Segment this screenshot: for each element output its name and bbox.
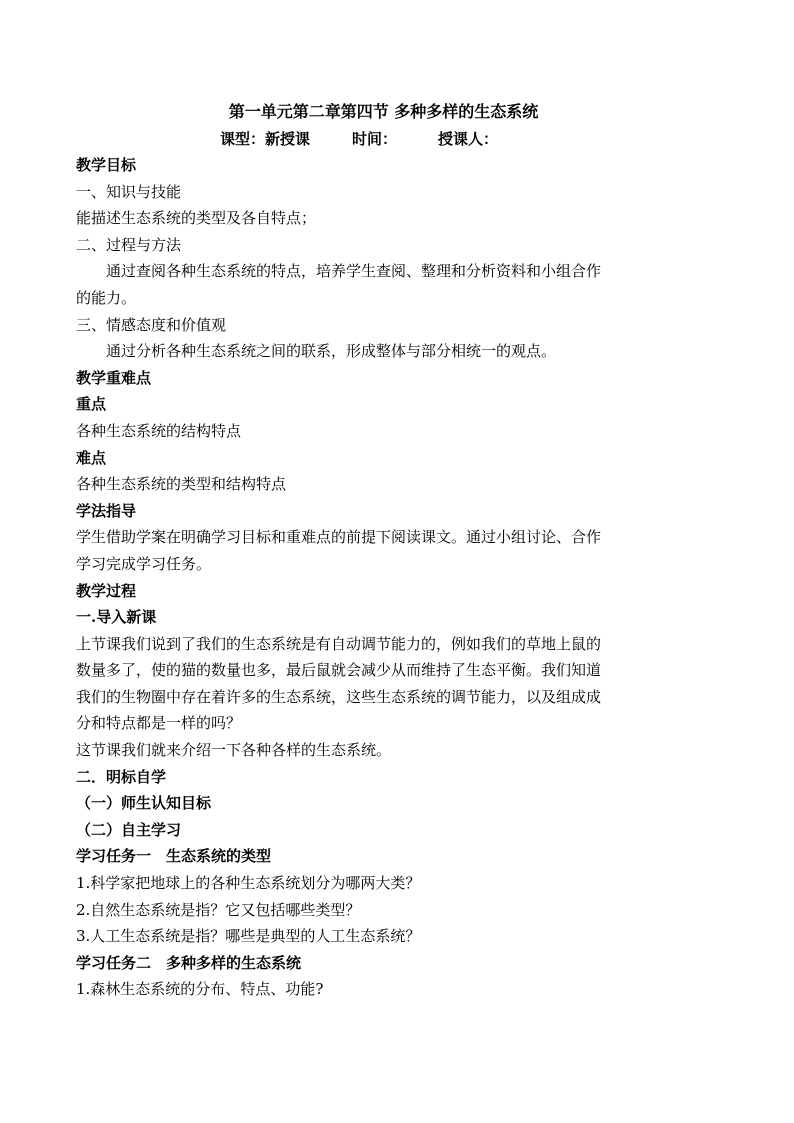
- lesson-meta: [76, 126, 676, 152]
- method-heading: 学法指导: [76, 501, 137, 520]
- task1-question-1: 1.科学家把地球上的各种生态系统划分为哪两大类？: [76, 874, 421, 893]
- method-paragraph: [76, 524, 676, 577]
- self-study-heading: 二．明标自学: [76, 767, 167, 786]
- task1-question-2: 2.自然生态系统是指？它又包括哪些类型？: [76, 900, 361, 919]
- task2-question-1: 1.森林生态系统的分布、特点、功能?: [76, 980, 324, 999]
- intro-text-line-4: 分和特点都是一样的吗？: [76, 714, 242, 733]
- process-main-heading: 教学过程: [76, 581, 137, 600]
- process-text-line-1: 通过查阅各种生态系统的特点，培养学生查阅、整理和分析资料和小组合作: [106, 262, 602, 281]
- key-difficult-heading: 教学重难点: [76, 368, 152, 387]
- knowledge-text: 能描述生态系统的类型及各自特点；: [76, 209, 317, 228]
- task1-question-3: 3.人工生态系统是指？哪些是典型的人工生态系统？: [76, 927, 421, 946]
- process-paragraph: [76, 258, 676, 311]
- intro-heading: 一.导入新课: [76, 608, 157, 627]
- attitude-heading: 三、情感态度和价值观: [76, 315, 227, 334]
- method-text-line-2: 学习完成学习任务。: [76, 554, 212, 573]
- process-heading: 二、过程与方法: [76, 235, 182, 254]
- objectives-heading: 教学目标: [76, 156, 137, 174]
- key-text: 各种生态系统的结构特点: [76, 421, 242, 440]
- intro-text-line-2: 数量多了，使的猫的数量也多，最后鼠就会减少从而维持了生态平衡。我们知道: [76, 661, 602, 680]
- task2-heading: 学习任务二 多种多样的生态系统: [76, 953, 302, 972]
- task1-heading: 学习任务一 生态系统的类型: [76, 847, 272, 866]
- lesson-teacher: 授课人：: [438, 130, 499, 148]
- sub1-heading: （一）师生认知目标: [76, 794, 212, 813]
- knowledge-heading: 一、知识与技能: [76, 182, 182, 201]
- intro-paragraph: [76, 631, 676, 764]
- intro-text-line-3: 我们的生物圈中存在着许多的生态系统，这些生态系统的调节能力，以及组成成: [76, 687, 602, 706]
- intro-text-line-5: 这节课我们就来介绍一下各种各样的生态系统。: [76, 741, 392, 760]
- lesson-type: 课型：新授课: [220, 130, 311, 148]
- method-text-line-1: 学生借助学案在明确学习目标和重难点的前提下阅读课文。通过小组讨论、合作: [76, 528, 602, 547]
- intro-text-line-1: 上节课我们说到了我们的生态系统是有自动调节能力的，例如我们的草地上鼠的: [76, 634, 602, 653]
- document-content: [76, 98, 676, 1003]
- difficult-text: 各种生态系统的类型和结构特点: [76, 475, 287, 494]
- key-heading: 重点: [76, 395, 107, 414]
- attitude-text: 通过分析各种生态系统之间的联系，形成整体与部分相统一的观点。: [106, 342, 557, 361]
- sub2-heading: （二）自主学习: [76, 820, 182, 839]
- lesson-time: 时间：: [352, 130, 398, 148]
- difficult-heading: 难点: [76, 448, 107, 467]
- document-title: 第一单元第二章第四节 多种多样的生态系统: [228, 102, 539, 121]
- process-text-line-2: 的能力。: [76, 288, 137, 307]
